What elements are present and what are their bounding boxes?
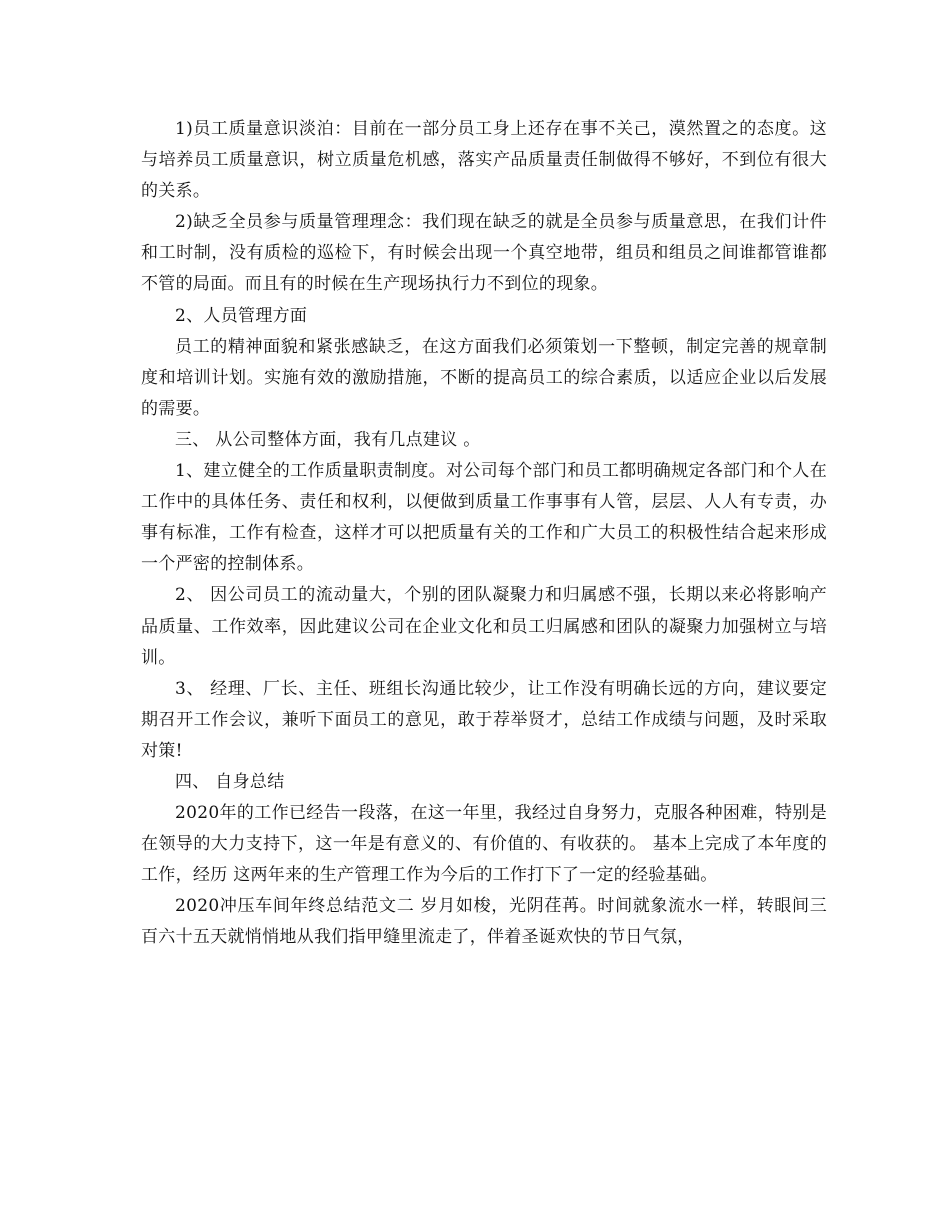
heading-company-suggestions: 三、 从公司整体方面，我有几点建议 。 <box>175 429 481 450</box>
paragraph-suggestion-1: 1、建立健全的工作质量职责制度。对公司每个部门和员工都明确规定各部门和个人在工作中的具体任务、责任和权利，以便做到质量工作事事有人管，层层、人人有专责，办事有标准，工作有检查，这样才可以把质量有关的工作和广大员工的积极性结合起来形成一个严密的控制体系。 <box>141 461 827 575</box>
paragraph-staff-morale: 员工的精神面貌和紧张感缺乏，在这方面我们必须策划一下整顿，制定完善的规章制度和培训计划。实施有效的激励措施，不断的提高员工的综合素质，以适应企业以后发展的需要。 <box>141 336 827 419</box>
paragraph-suggestion-3: 3、 经理、厂长、主任、班组长沟通比较少，让工作没有明确长远的方向，建议要定期召开工作会议，兼听下面员工的意见，敢于荐举贤才，总结工作成绩与问题，及时采取对策! <box>141 678 827 761</box>
document-body <box>141 114 827 954</box>
paragraph-full-participation: 2)缺乏全员参与质量管理理念：我们现在缺乏的就是全员参与质量意思，在我们计件和工时制，没有质检的巡检下，有时候会出现一个真空地带，组员和组员之间谁都管谁都不管的局面。而且有的时候在生产现场执行力不到位的现象。 <box>141 212 827 295</box>
paragraph-quality-awareness: 1)员工质量意识淡泊：目前在一部分员工身上还存在事不关己，漠然置之的态度。这与培养员工质量意识，树立质量危机感，落实产品质量责任制做得不够好，不到位有很大的关系。 <box>141 119 827 202</box>
paragraph-sample-two: 2020冲压车间年终总结范文二 岁月如梭，光阴荏苒。时间就象流水一样，转眼间三百六十五天就悄悄地从我们指甲缝里流走了，伴着圣诞欢快的节日气氛， <box>141 896 827 948</box>
heading-personnel-management: 2、人员管理方面 <box>175 305 308 326</box>
paragraph-suggestion-2: 2、 因公司员工的流动量大，个别的团队凝聚力和归属感不强，长期以来必将影响产品质量、工作效率，因此建议公司在企业文化和员工归属感和团队的凝聚力加强树立与培训。 <box>141 585 827 668</box>
heading-self-summary: 四、 自身总结 <box>175 771 285 792</box>
paragraph-self-summary: 2020年的工作已经告一段落，在这一年里，我经过自身努力，克服各种困难，特别是在领导的大力支持下，这一年是有意义的、有价值的、有收获的。 基本上完成了本年度的 工作，经历 这两年来的生产管理工作为今后的工作打下了一定的经验基础。 <box>141 803 827 886</box>
